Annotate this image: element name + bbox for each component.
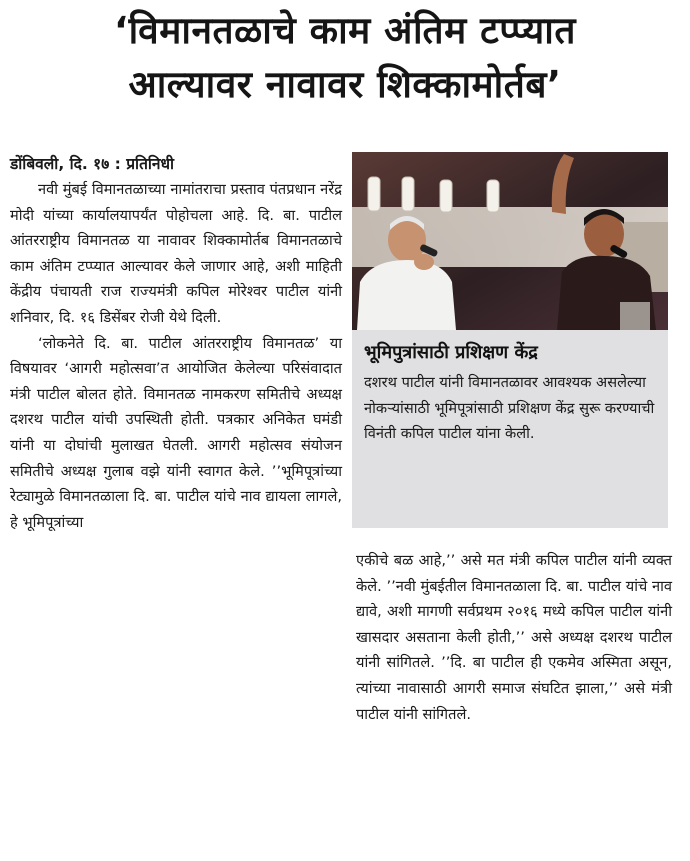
- headline: [8, 4, 682, 112]
- headline-line-2: आल्यावर नावावर शिक्कामोर्तब’: [128, 63, 562, 106]
- article-paragraph-1: नवी मुंबई विमानतळाच्या नामांतराचा प्रस्ताव पंतप्रधान नरेंद्र मोदी यांच्या कार्यालयापर्यंत पोहोचला आहे. दि. बा. पाटील आंतरराष्ट्रीय विमानतळ या नावावर शिक्कामोर्तब विमानतळाचे काम अंतिम टप्प्यात आल्यावर केले जाणार आहे, अशी माहिती केंद्रीय पंचायती राज राज्यमंत्री कपिल मोरेश्वर पाटील यांनी शनिवार, दि. १६ डिसेंबर रोजी येथे दिली.: [10, 181, 342, 326]
- article-right-column: [356, 548, 672, 727]
- headline-line-1: ‘विमानतळाचे काम अंतिम टप्प्यात: [114, 9, 576, 52]
- photo-caption-title: भूमिपुत्रांसाठी प्रशिक्षण केंद्र: [364, 342, 538, 363]
- event-photo-image: [352, 152, 668, 330]
- photo-caption-box: [352, 330, 668, 528]
- event-photo: [352, 152, 668, 330]
- article-left-column: [10, 152, 342, 535]
- photo-caption-text: दशरथ पाटील यांनी विमानतळावर आवश्यक असलेल्या नोकऱ्यांसाठी भूमिपूत्रांसाठी प्रशिक्षण केंद्र सुरू करण्याची विनंती कपिल पाटील यांना केली.: [364, 374, 655, 443]
- article-paragraph-3: एकीचे बळ आहे,’’ असे मत मंत्री कपिल पाटील यांनी व्यक्त केले. ’’नवी मुंबईतील विमानतळाला दि. बा. पाटील यांचे नाव द्यावे, अशी मागणी सर्वप्रथम २०१६ मध्ये कपिल पाटील यांनी खासदार असताना केली होती,’’ असे अध्यक्ष दशरथ पाटील यांनी सांगितले. ’’दि. बा पाटील ही एकमेव अस्मिता असून, त्यांच्या नावासाठी आगरी समाज संघटित झाला,’’ असे मंत्री पाटील यांनी सांगितले.: [356, 552, 672, 723]
- dateline: डोंबिवली, दि. १७ : प्रतिनिधी: [10, 155, 175, 173]
- article-paragraph-2: ‘लोकनेते दि. बा. पाटील आंतरराष्ट्रीय विमानतळ’ या विषयावर ‘आगरी महोत्सवा’त आयोजित केलेल्या परिसंवादात मंत्री पाटील बोलत होते. विमानतळ नामकरण समितीचे अध्यक्ष दशरथ पाटील यांची उपस्थिती होती. पत्रकार अनिकेत घमंडी यांनी या दोघांची मुलाखत घेतली. आगरी महोत्सव संयोजन समितीचे अध्यक्ष गुलाब वझे यांनी स्वागत केले. ’’भूमिपूत्रांच्या रेट्यामुळे विमानतळाला दि. बा. पाटील यांचे नाव द्यायला लागले, हे भूमिपूत्रांच्या: [10, 334, 342, 531]
